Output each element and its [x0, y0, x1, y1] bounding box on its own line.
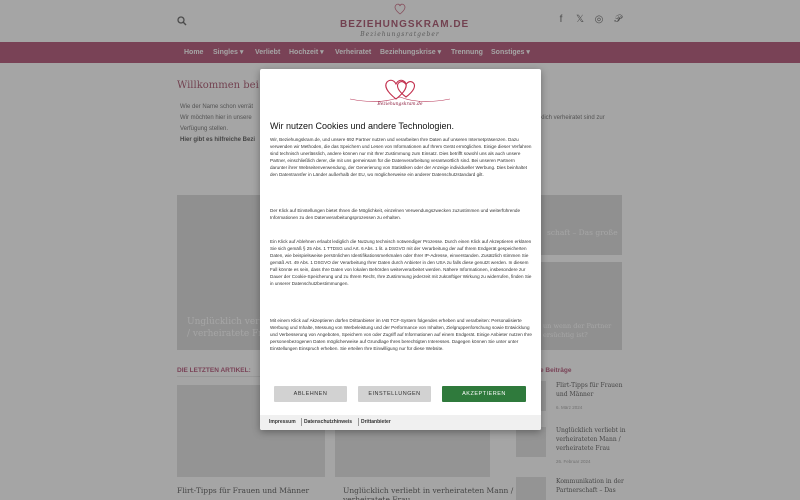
privacy-notice-link[interactable]: Datenschutzhinweis: [304, 419, 353, 425]
dialog-paragraph: Ein Klick auf Ablehnen erlaubt lediglich die Nutzung technisch notwendiger Prozesse. Durch einen Klick auf Akzeptieren erklären Sie sich gemäß § 25 Abs. 1 TTDSG und Art. 6 Abs. 1 lit. a DSGVO mit der Verarbeitung der auf Ihrem Endgerät gespeicherten Daten, wie beispielsweise persönlichen Identifikationsmerkmalen oder Ihrer IP-Adresse, einverstanden. Zusätzlich stimmen Sie gemäß Art. 49 Abs. 1 DSGVO der Verarbeitung Ihrer Daten durch Anbieter in den USA zu falls diese genutzt werden. In diesem Fall könnte es sein, dass Ihre Daten von lokalen Behörden weiterverarbeitet werden. Nähere Informationen, insbesondere zur Dauer der Cookie-Speicherung und zu Ihrem Recht, Ihre Zustimmung jederzeit mit zukünftiger Wirkung zu widerrufen, finden Sie in unserer Datenschutzbestimmungen.: [270, 239, 532, 286]
footer-separator: [301, 418, 302, 426]
dialog-logo-text: Beziehungskram.de: [377, 102, 423, 107]
accept-button[interactable]: AKZEPTIEREN: [442, 386, 526, 402]
settings-button[interactable]: EINSTELLUNGEN: [358, 386, 431, 402]
dialog-paragraph: Wir, Beziehungskram.de, und unsere 692 Partner nutzen und verarbeiten Ihre Daten auf unseren Internetpräsenzen. Dazu verwenden wir Methoden, die das Speichern und Lesen von Informationen auf Ihrem Gerät ermöglichen. Einige dieser Verfahren sind technisch unerlässlich, andere können nur mit Ihrer Zustimmung zum Einsatz. Dies betrifft sowohl uns als auch unsere Partner, einschließlich derer, die mit uns gemeinsam für die Datenverarbeitung verantwortlich sind. Bei unseren Partnern darunter ihrer Webseitenverwendung, der Generierung von Statistiken oder der Anzeige individueller Werbung. Dies beinhaltet den Datentransfer in Länder außerhalb der EU, wo möglicherweise ein anderer Datenschutzstandard gilt.: [270, 137, 532, 177]
dialog-heading: Wir nutzen Cookies und andere Technologien.: [270, 121, 454, 131]
dialog-footer: [260, 415, 541, 430]
third-party-link[interactable]: Drittanbieter: [361, 419, 391, 425]
impressum-link[interactable]: Impressum: [269, 419, 296, 425]
dialog-paragraph: Mit einem Klick auf Akzeptieren dürfen Drittanbieter im IAB TCF-System folgendes erheben und verarbeiten: Personalisierte Werbung und Inhalte, Messung von Werbeleistung und der Performance von Inhalten, Zielgruppenforschung sowie Entwicklung und Verbesserung von Angeboten, Speichern von oder Zugriff auf Informationen auf einem Endgerät. Einige Anbieter nutzen Ihre personenbezogenen Daten möglicherweise auf Grundlage Ihres berechtigten Interesses. Dagegen können Sie unter unter Einstellungen Einspruch erheben. Sie erteilen Ihre Einwilligung nur für diese Website.: [270, 318, 532, 351]
cookie-consent-dialog: [260, 69, 541, 430]
reject-button[interactable]: ABLEHNEN: [274, 386, 347, 402]
dialog-paragraph: Der Klick auf Einstellungen bietet Ihnen die Möglichkeit, einzelnen Verwendungszwecken zuzustimmen und weiterführende Informationen zu den Datenverarbeitungsprozessen zu erhalten.: [270, 208, 520, 220]
footer-separator: [358, 418, 359, 426]
